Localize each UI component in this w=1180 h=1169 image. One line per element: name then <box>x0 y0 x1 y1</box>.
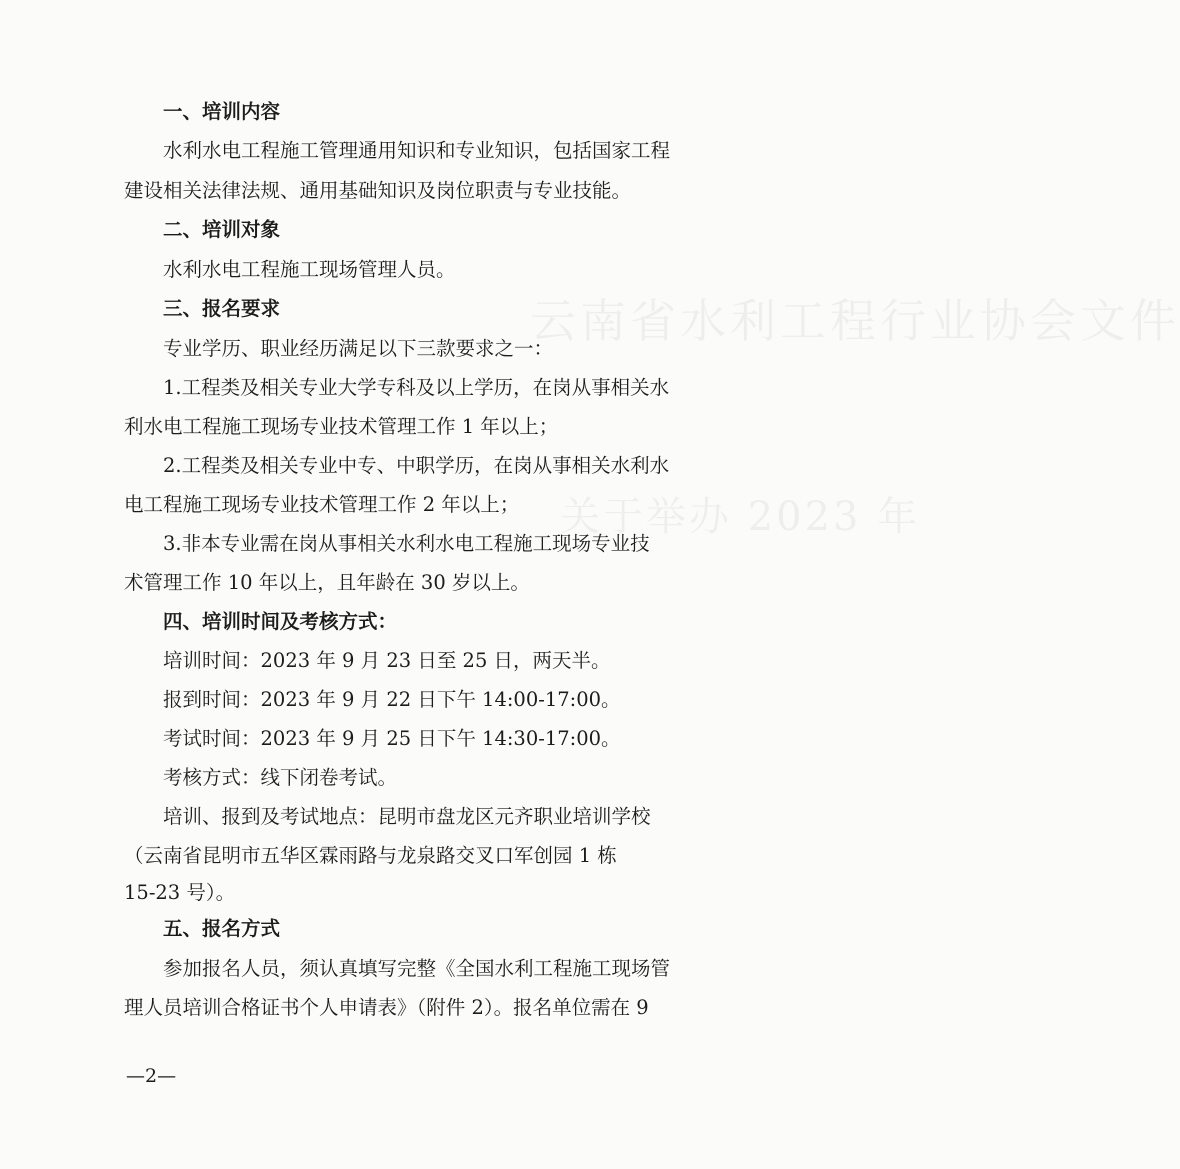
paragraph-line: 水利水电工程施工现场管理人员。 <box>163 258 456 281</box>
exam-method: 考核方式：线下闭卷考试。 <box>163 766 398 789</box>
section-heading-training-content: 一、培训内容 <box>163 100 281 123</box>
section-heading-registration-requirements: 三、报名要求 <box>163 297 281 320</box>
requirement-item-continued: 利水电工程施工现场专业技术管理工作 1 年以上； <box>124 415 559 438</box>
exam-time: 考试时间：2023 年 9 月 25 日下午 14:30-17:00。 <box>163 727 621 750</box>
section-heading-training-target: 二、培训对象 <box>163 218 281 241</box>
bleed-through-text: 关于举办 2023 年 <box>560 494 921 540</box>
requirement-item-continued: 电工程施工现场专业技术管理工作 2 年以上； <box>124 493 520 516</box>
paragraph-line: 理人员培训合格证书个人申请表》（附件 2）。报名单位需在 9 <box>124 996 649 1019</box>
location-continued: 15-23 号）。 <box>124 881 236 904</box>
location-continued: （云南省昆明市五华区霖雨路与龙泉路交叉口军创园 1 栋 <box>124 844 617 867</box>
requirement-item: 1.工程类及相关专业大学专科及以上学历，在岗从事相关水 <box>163 376 670 399</box>
requirement-item-continued: 术管理工作 10 年以上，且年龄在 30 岁以上。 <box>124 571 530 594</box>
paragraph-line: 水利水电工程施工管理通用知识和专业知识，包括国家工程 <box>163 139 671 162</box>
paragraph-line: 参加报名人员，须认真填写完整《全国水利工程施工现场管 <box>163 957 671 980</box>
section-heading-registration-method: 五、报名方式 <box>163 917 281 940</box>
training-time: 培训时间：2023 年 9 月 23 日至 25 日，两天半。 <box>163 649 611 672</box>
bleed-through-text: 云南省水利工程行业协会文件 <box>530 294 1180 348</box>
report-time: 报到时间：2023 年 9 月 22 日下午 14:00-17:00。 <box>163 688 621 711</box>
section-heading-schedule-assessment: 四、培训时间及考核方式： <box>163 610 398 633</box>
requirement-item: 2.工程类及相关专业中专、中职学历，在岗从事相关水利水 <box>163 454 670 477</box>
page-number: —2— <box>126 1065 177 1087</box>
paragraph-line: 专业学历、职业经历满足以下三款要求之一： <box>163 337 554 360</box>
paragraph-line: 建设相关法律法规、通用基础知识及岗位职责与专业技能。 <box>124 179 632 202</box>
location: 培训、报到及考试地点：昆明市盘龙区元齐职业培训学校 <box>163 805 651 828</box>
requirement-item: 3.非本专业需在岗从事相关水利水电工程施工现场专业技 <box>163 532 650 555</box>
